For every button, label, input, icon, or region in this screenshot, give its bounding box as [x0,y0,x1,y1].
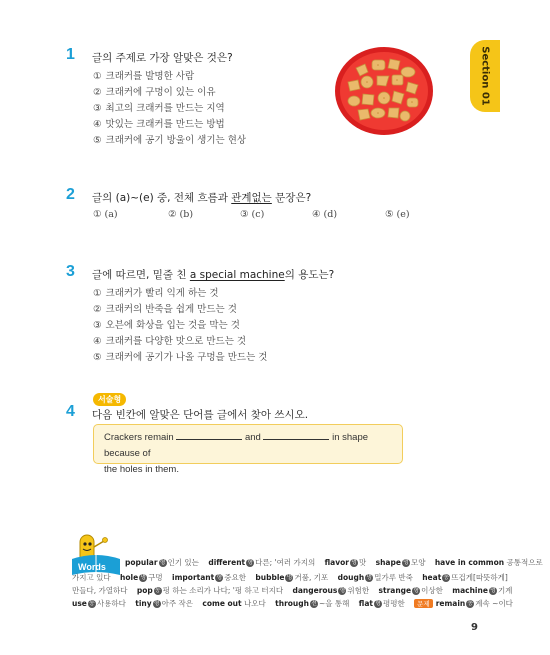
question-3-option-3[interactable] [93,317,240,331]
pos-marker: 명 [366,574,373,581]
sentence-part-1: Crackers remain [104,432,174,443]
option-text: 최고의 크래커를 만드는 지역 [105,103,225,114]
option-text: 크래커에 공기 방울이 생기는 현상 [105,135,247,146]
words-line-1 [125,557,550,568]
word: bubble [255,573,285,582]
gloss: 중요한 [224,573,246,582]
gloss: 펑 하는 소리가 나다; '펑 하고 터지다 [162,586,284,595]
gloss: 나오다 [244,599,266,608]
option-mark: ③ [93,103,102,114]
question-4-text: 다음 빈칸에 알맞은 단어를 글에서 찾아 쓰시오. [92,409,309,421]
section-tab [470,40,500,112]
option-text: 크래커에 공기가 나올 구멍을 만드는 것 [105,352,268,363]
question-tag-badge: 문제 [414,599,433,608]
word: dough [337,573,365,582]
gloss: 계속 ~이다 [475,599,513,608]
word: remain [435,599,466,608]
option-text: 오븐에 화상을 입는 것을 막는 것 [105,320,240,331]
gloss: 맛 [358,558,367,567]
words-line-2 [72,572,515,583]
question-2-text-underlined: 관계없는 [231,192,272,204]
question-2-option-1[interactable]: ① (a) [93,209,118,220]
gloss: 기계 [497,586,513,595]
option-text: 크래커에 구멍이 있는 이유 [105,87,216,98]
words-line-4 [72,598,520,609]
gloss: 다른; '여러 가지의 [255,558,316,567]
word: flavor [324,558,349,567]
question-2-number: 2 [66,186,75,203]
gloss: 만들다, 가열하다 [72,586,128,595]
pos-marker: 형 [216,574,223,581]
question-3-option-2[interactable] [93,301,237,315]
option-text: 크래커를 다양한 맛으로 만드는 것 [105,336,247,347]
pos-marker: 명 [351,559,357,566]
pos-marker: 동 [88,600,95,607]
option-mark: ⑤ [93,352,102,363]
option-text: 크래커를 발명한 사람 [105,71,195,82]
question-4-number: 4 [66,403,75,420]
gloss: 뜨겁게[따뜻하게] [451,573,508,582]
question-2-option-2[interactable]: ② (b) [168,209,194,220]
pos-marker: 명 [403,559,409,566]
pos-marker: 동 [154,587,161,594]
gloss: 모양 [410,558,426,567]
section-tab-label: Section 01 [479,46,491,106]
page-number: 9 [471,622,478,633]
word: strange [378,586,412,595]
word: have in common [434,558,505,567]
pos-marker: 명 [490,587,496,594]
gloss: 평평한 [383,599,405,608]
pos-marker: 형 [159,559,166,566]
option-mark: ① [93,71,102,82]
gloss: 공통적으로 [506,558,543,567]
question-3-text-post: 의 용도는? [284,269,335,281]
question-2-text [92,190,311,205]
question-3-text [92,267,334,282]
word: hole [120,573,139,582]
pos-marker: 형 [247,559,254,566]
pos-marker: 명 [286,574,293,581]
question-3-option-5[interactable] [93,349,267,363]
gloss: 위험한 [347,586,370,595]
pos-marker: 형 [153,600,160,607]
question-1-option-4[interactable] [93,116,225,130]
crackers-plate-image [334,46,434,136]
option-mark: ① [93,288,102,299]
gloss: 인기 있는 [167,558,199,567]
question-3-text-pre: 글에 따르면, 밑줄 친 [92,269,190,281]
question-1-option-5[interactable] [93,132,246,146]
gloss: 구멍 [148,573,163,582]
gloss: 사용하다 [96,599,126,608]
descriptive-question-badge: 서술형 [93,393,126,406]
words-label: Words [78,562,106,572]
gloss: ~을 통해 [318,599,350,608]
gloss: 거품, 기포 [294,573,329,582]
sentence-part-3: in shape because of [104,432,369,459]
word: dangerous [292,586,338,595]
option-text: 맛있는 크래커를 만드는 방법 [105,119,225,130]
pos-marker: 명 [140,574,147,581]
option-mark: ④ [93,336,102,347]
option-text: 크래커가 빨리 익게 하는 것 [105,288,219,299]
option-mark: ③ [93,320,102,331]
question-2-text-pre: 글의 (a)~(e) 중, 전체 흐름과 [92,192,232,204]
question-1-option-1[interactable] [93,68,194,82]
word: machine [452,586,488,595]
word: tiny [135,599,152,608]
word: through [275,599,309,608]
question-3-text-underlined: a special machine [189,269,285,281]
pos-marker: 형 [339,587,346,594]
pos-marker: 형 [413,587,420,594]
question-2-text-post: 문장은? [271,192,312,204]
option-mark: ⑤ [93,135,102,146]
sentence-part-2: and [244,432,261,443]
answer-blank-2[interactable] [263,430,329,440]
pos-marker: 동 [467,600,474,607]
option-mark: ② [93,87,102,98]
gloss: 아주 작은 [161,599,194,608]
word: come out [202,599,242,608]
option-mark: ② [93,304,102,315]
gloss: 이상한 [421,586,443,595]
question-1-text: 글의 주제로 가장 알맞은 것은? [92,52,233,64]
question-2-option-4[interactable]: ④ (d) [312,209,338,220]
question-1-number: 1 [66,46,75,63]
word: important [172,573,215,582]
gloss: 가지고 있다 [72,573,111,582]
pos-marker: 형 [375,600,381,607]
words-line-3 [72,585,519,596]
word: flat [358,599,373,608]
option-mark: ④ [93,119,102,130]
question-3-option-4[interactable] [93,333,246,347]
word: heat [422,573,442,582]
question-2-option-5[interactable]: ⑤ (e) [385,209,410,220]
word: pop [136,586,153,595]
sentence-part-4: the holes in them. [104,464,179,475]
word: shape [375,558,401,567]
word: popular [125,558,158,567]
word: use [72,599,87,608]
question-3-number: 3 [66,263,75,280]
question-3-option-1[interactable] [93,285,219,299]
question-2-option-3[interactable]: ③ (c) [240,209,265,220]
option-text: 크래커의 반죽을 쉽게 만드는 것 [105,304,237,315]
gloss: 밀가루 반죽 [374,573,413,582]
answer-box [93,424,403,475]
question-1-option-3[interactable] [93,100,225,114]
pos-marker: 동 [443,574,450,581]
word: different [208,558,246,567]
answer-blank-1[interactable] [176,430,242,440]
pos-marker: 전 [311,600,317,607]
question-1-option-2[interactable] [93,84,216,98]
